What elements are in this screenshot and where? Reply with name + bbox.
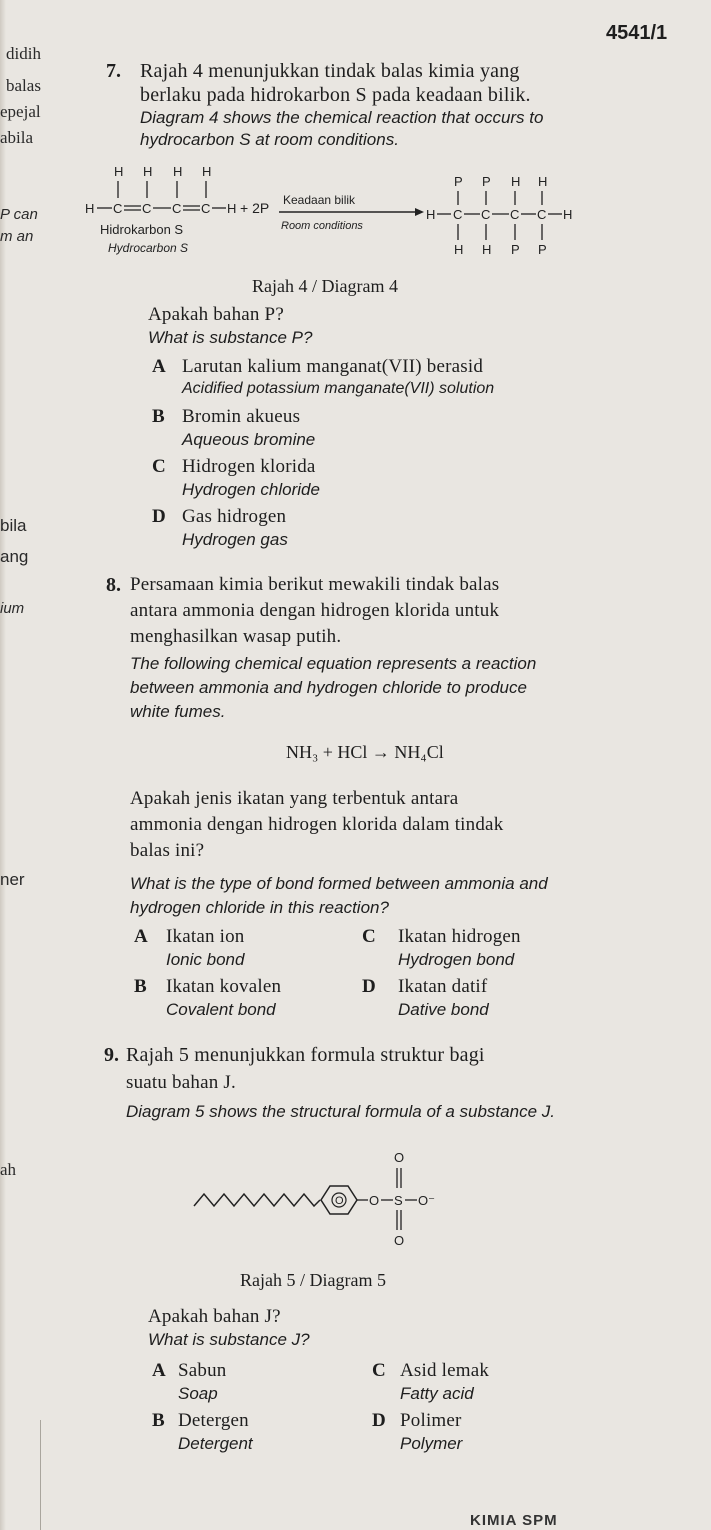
atom-h: H: [173, 164, 183, 179]
ring-o-label: O: [335, 1195, 344, 1207]
q7-question-ms: Apakah bahan P?: [148, 304, 284, 325]
q8-option-b-letter[interactable]: B: [134, 976, 147, 997]
atom-h: H: [563, 207, 573, 222]
atom-h: H: [482, 242, 492, 257]
diagram-5-structure: [190, 1142, 490, 1254]
atom-o: O: [394, 1150, 405, 1165]
margin-fragment: bila: [0, 516, 27, 535]
q8-stem-en: white fumes.: [130, 702, 226, 721]
q9-question-ms: Apakah bahan J?: [148, 1306, 281, 1327]
atom-p: P: [454, 174, 463, 189]
atom-o: O: [394, 1233, 405, 1248]
q9-option-b-letter[interactable]: B: [152, 1410, 165, 1431]
atom-h: H: [426, 207, 436, 222]
atom-c: C: [481, 207, 491, 222]
q8-stem-en: between ammonia and hydrogen chloride to produce: [130, 678, 527, 697]
q9-option-b-ms: Detergen: [178, 1410, 249, 1431]
paper-code: 4541/1: [606, 22, 668, 44]
atom-h: H: [143, 164, 153, 179]
atom-p: P: [482, 174, 491, 189]
q8-stem-ms: menghasilkan wasap putih.: [130, 626, 342, 647]
atom-s: S: [394, 1193, 403, 1208]
atom-h: H: [538, 174, 548, 189]
q7-stem-ms: berlaku pada hidrokarbon S pada keadaan bilik.: [140, 84, 531, 106]
q7-option-c-en: Hydrogen chloride: [182, 480, 320, 499]
diagram-4-caption: Rajah 4 / Diagram 4: [252, 276, 398, 296]
margin-fragment: balas: [6, 76, 41, 95]
q8-option-c-en: Hydrogen bond: [398, 950, 515, 969]
q8-option-a-en: Ionic bond: [166, 950, 245, 969]
q8-option-d-ms: Ikatan datif: [398, 976, 488, 997]
margin-fragment: didih: [6, 44, 41, 63]
q7-option-c-letter[interactable]: C: [152, 456, 166, 477]
q7-option-b-letter[interactable]: B: [152, 406, 165, 427]
q8-stem-en: The following chemical equation represents a reaction: [130, 654, 537, 673]
q8-question-ms: Apakah jenis ikatan yang terbentuk antara: [130, 788, 459, 809]
atom-h: H: [202, 164, 212, 179]
atom-h: H: [85, 201, 95, 216]
q7-stem-en: hydrocarbon S at room conditions.: [140, 130, 399, 149]
q8-option-d-en: Dative bond: [398, 1000, 489, 1019]
q7-option-a-en: Acidified potassium manganate(VII) solution: [182, 380, 495, 397]
atom-h: H: [114, 164, 124, 179]
q9-option-d-en: Polymer: [400, 1434, 463, 1453]
q9-option-c-ms: Asid lemak: [400, 1360, 490, 1381]
q8-option-a-ms: Ikatan ion: [166, 926, 245, 947]
q9-option-a-en: Soap: [178, 1384, 218, 1403]
atom-c: C: [453, 207, 463, 222]
q8-equation: NH₃ + HCl → NH₄Cl: [286, 742, 444, 762]
q7-option-b-en: Aqueous bromine: [182, 430, 316, 449]
q9-option-a-letter[interactable]: A: [152, 1360, 166, 1381]
atom-o: O: [369, 1193, 380, 1208]
q8-option-c-letter[interactable]: C: [362, 926, 376, 947]
atom-o-minus: O⁻: [418, 1193, 435, 1208]
q8-question-ms: ammonia dengan hidrogen klorida dalam tindak: [130, 814, 504, 835]
margin-fragment: P can: [0, 206, 38, 223]
reactant-label-en: Hydrocarbon S: [108, 241, 189, 255]
q7-option-b-ms: Bromin akueus: [182, 406, 301, 427]
footer-label: KIMIA SPM: [470, 1512, 558, 1529]
q8-option-d-letter[interactable]: D: [362, 976, 376, 997]
q8-stem-ms: Persamaan kimia berikut mewakili tindak balas: [130, 574, 500, 595]
atom-p: P: [538, 242, 547, 257]
q9-stem-ms: Rajah 5 menunjukkan formula struktur bagi: [126, 1044, 485, 1066]
atom-c: C: [201, 201, 211, 216]
q8-question-ms: balas ini?: [130, 840, 205, 861]
atom-h: H: [454, 242, 464, 257]
margin-rule: [40, 1420, 41, 1530]
margin-fragment: epejal: [0, 102, 41, 121]
q9-option-a-ms: Sabun: [178, 1360, 227, 1381]
condition-en: Room conditions: [281, 220, 363, 232]
q7-option-c-ms: Hidrogen klorida: [182, 456, 316, 477]
q9-option-d-letter[interactable]: D: [372, 1410, 386, 1431]
q7-option-a-letter[interactable]: A: [152, 356, 166, 377]
atom-p: P: [511, 242, 520, 257]
q7-option-d-letter[interactable]: D: [152, 506, 166, 527]
question-8-number: 8.: [106, 574, 121, 596]
q8-option-b-ms: Ikatan kovalen: [166, 976, 282, 997]
plus-reagent-p: + 2P: [240, 200, 270, 216]
margin-fragment: m an: [0, 228, 34, 245]
atom-c: C: [510, 207, 520, 222]
q9-stem-ms: suatu bahan J.: [126, 1072, 236, 1093]
q8-question-en: hydrogen chloride in this reaction?: [130, 898, 389, 917]
q9-option-c-letter[interactable]: C: [372, 1360, 386, 1381]
margin-fragment: ah: [0, 1160, 17, 1179]
q7-stem-ms: Rajah 4 menunjukkan tindak balas kimia yang: [140, 60, 520, 82]
q9-option-d-ms: Polimer: [400, 1410, 462, 1431]
q7-option-d-ms: Gas hidrogen: [182, 506, 287, 527]
margin-fragment: ner: [0, 870, 25, 889]
atom-c: C: [537, 207, 547, 222]
q9-question-en: What is substance J?: [148, 1330, 310, 1349]
q9-stem-en: Diagram 5 shows the structural formula of a substance J.: [126, 1102, 555, 1121]
diagram-5-caption: Rajah 5 / Diagram 5: [240, 1270, 386, 1290]
hydrocarbon-chain: [194, 1194, 320, 1206]
margin-fragment: ium: [0, 600, 25, 617]
q9-option-c-en: Fatty acid: [400, 1384, 474, 1403]
q8-option-c-ms: Ikatan hidrogen: [398, 926, 521, 947]
diagram-4-reaction: [80, 160, 680, 272]
atom-h: H: [511, 174, 521, 189]
q7-stem-en: Diagram 4 shows the chemical reaction that occurs to: [140, 108, 544, 127]
q8-option-a-letter[interactable]: A: [134, 926, 148, 947]
question-7-number: 7.: [106, 60, 121, 82]
atom-c: C: [113, 201, 123, 216]
reactant-label-ms: Hidrokarbon S: [100, 222, 184, 237]
q8-option-b-en: Covalent bond: [166, 1000, 276, 1019]
q9-option-b-en: Detergent: [178, 1434, 253, 1453]
q7-question-en: What is substance P?: [148, 328, 313, 347]
atom-h: H: [227, 201, 237, 216]
q7-option-a-ms: Larutan kalium manganat(VII) berasid: [182, 356, 484, 377]
atom-c: C: [172, 201, 182, 216]
atom-c: C: [142, 201, 152, 216]
q7-option-d-en: Hydrogen gas: [182, 530, 288, 549]
margin-fragment: abila: [0, 128, 34, 147]
q8-stem-ms: antara ammonia dengan hidrogen klorida untuk: [130, 600, 500, 621]
q8-question-en: What is the type of bond formed between ammonia and: [130, 874, 548, 893]
condition-ms: Keadaan bilik: [283, 193, 356, 207]
question-9-number: 9.: [104, 1044, 119, 1066]
margin-fragment: ang: [0, 547, 29, 566]
